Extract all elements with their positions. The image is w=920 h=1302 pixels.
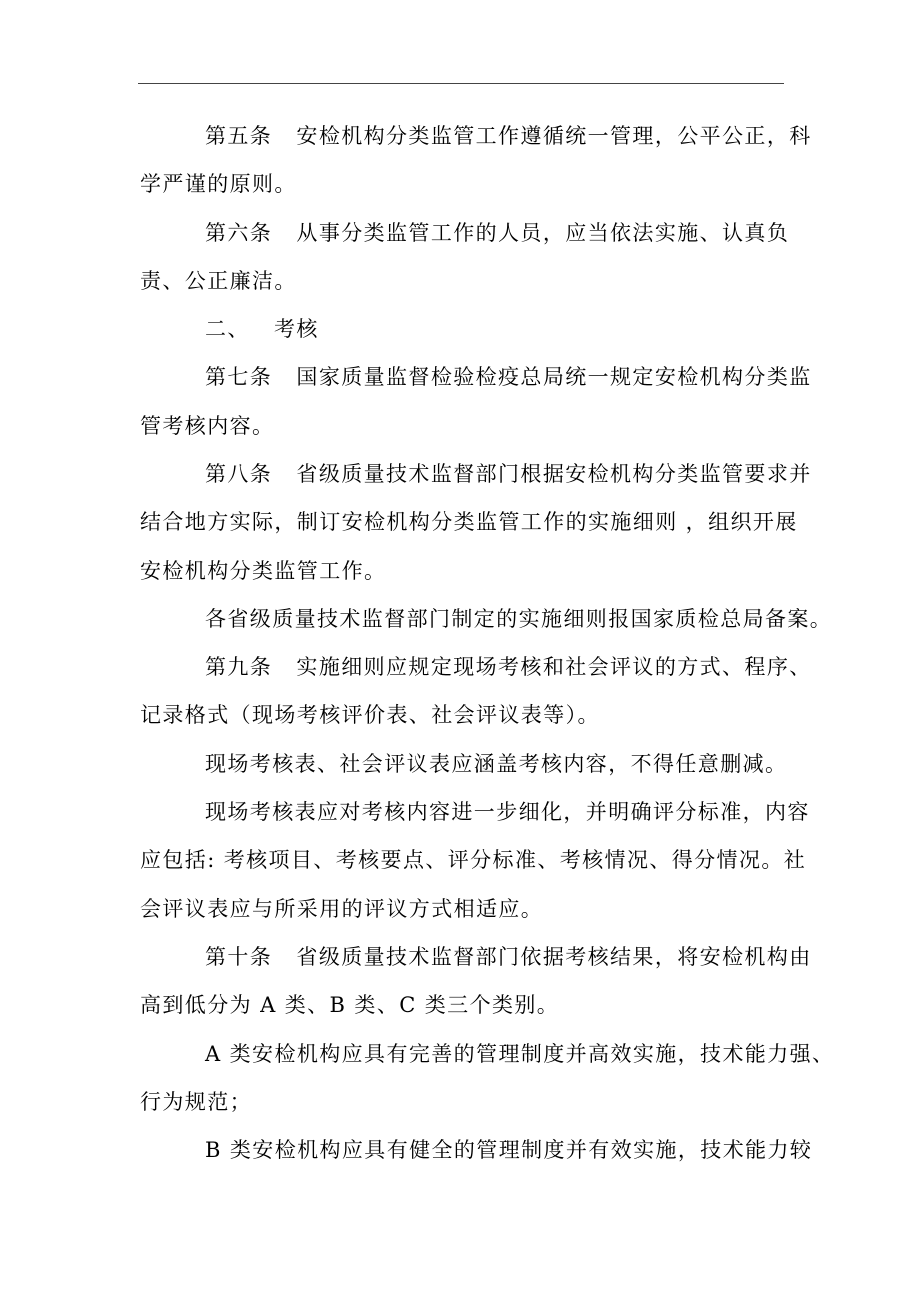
article-9-line-2: 记录格式（现场考核评价表、社会评议表等）。 (140, 703, 600, 727)
scoring-paragraph-line-1: 现场考核表应对考核内容进一步细化，并明确评分标准，内容 (205, 800, 810, 824)
article-5-line-2: 学严谨的原则。 (140, 172, 297, 196)
article-8-line-1: 第八条 省级质量技术监督部门根据安检机构分类监管要求并 (205, 462, 812, 486)
class-b-line-1: B 类安检机构应具有健全的管理制度并有效实施，技术能力较 (205, 1138, 813, 1162)
article-6-line-1: 第六条 从事分类监管工作的人员，应当依法实施、认真负 (205, 221, 790, 245)
class-a-line-2: 行为规范； (140, 1090, 252, 1114)
filing-paragraph: 各省级质量技术监督部门制定的实施细则报国家质检总局备案。 (205, 607, 833, 631)
article-5-line-1: 第五条 安检机构分类监管工作遵循统一管理，公平公正，科 (205, 124, 812, 148)
scoring-paragraph-line-2: 应包括: 考核项目、考核要点、评分标准、考核情况、得分情况。社 (140, 848, 807, 872)
section-heading-assessment: 二、 考核 (205, 317, 319, 341)
class-a-line-1: A 类安检机构应具有完善的管理制度并高效实施，技术能力强、 (205, 1042, 835, 1066)
scoring-paragraph-line-3: 会评议表应与所采用的评议方式相适应。 (140, 897, 544, 921)
article-7-line-1: 第七条 国家质量监督检验检疫总局统一规定安检机构分类监 (205, 365, 812, 389)
article-8-line-2: 结合地方实际，制订安检机构分类监管工作的实施细则 ，组织开展 (140, 510, 798, 534)
article-8-line-3: 安检机构分类监管工作。 (140, 559, 387, 583)
article-10-line-1: 第十条 省级质量技术监督部门依据考核结果，将安检机构由 (205, 945, 812, 969)
header-rule (138, 83, 784, 84)
forms-coverage-paragraph: 现场考核表、社会评议表应涵盖考核内容，不得任意删减。 (205, 752, 788, 776)
article-10-line-2: 高到低分为 A 类、B 类、C 类三个类别。 (140, 993, 560, 1017)
article-7-line-2: 管考核内容。 (140, 414, 275, 438)
article-9-line-1: 第九条 实施细则应规定现场考核和社会评议的方式、程序、 (205, 655, 812, 679)
article-6-line-2: 责、公正廉洁。 (140, 269, 297, 293)
